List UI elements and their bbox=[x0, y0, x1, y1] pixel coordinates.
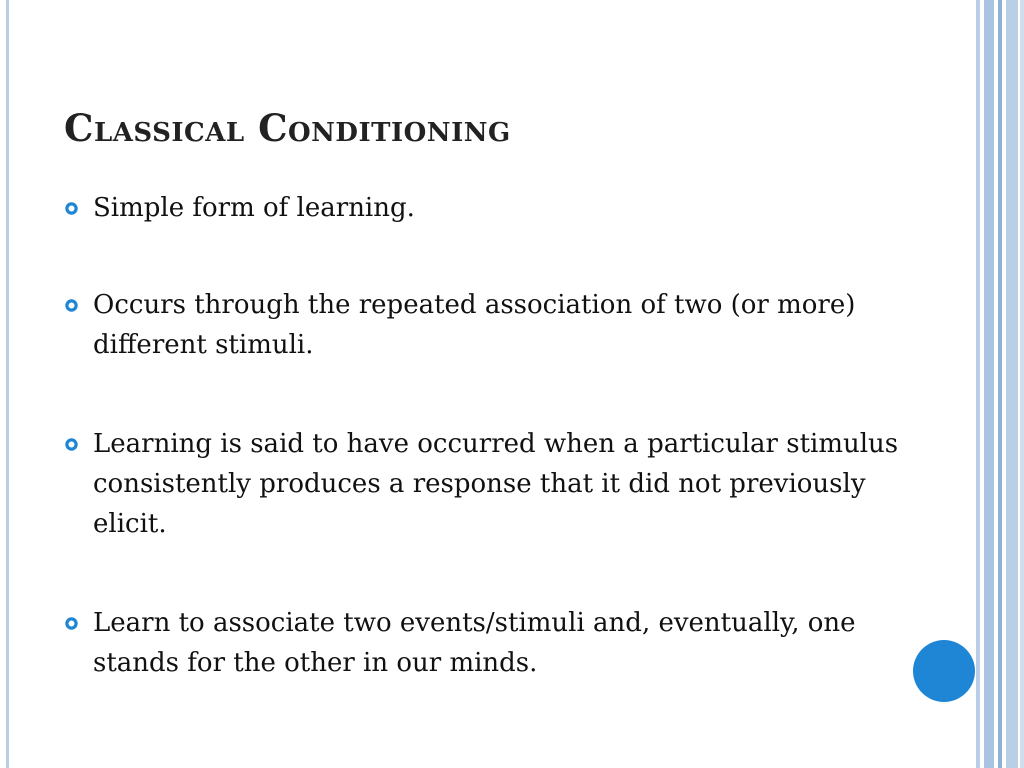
bullet-item bbox=[64, 285, 924, 365]
ring-bullet-icon bbox=[65, 438, 78, 451]
bullet-text: Simple form of learning. bbox=[93, 193, 415, 223]
bullet-text: Learning is said to have occurred when a particular stimulus consistently produces a response that it did not previously elicit. bbox=[93, 429, 899, 539]
bullet-item bbox=[64, 424, 924, 544]
ring-bullet-icon bbox=[65, 202, 78, 215]
slide-title: Classical Conditioning bbox=[64, 106, 511, 150]
bullet-text: Learn to associate two events/stimuli and, eventually, one stands for the other in our minds. bbox=[93, 608, 856, 678]
decorative-blue-circle bbox=[913, 640, 975, 702]
left-border-line bbox=[6, 0, 9, 768]
bullet-item bbox=[64, 188, 924, 228]
bullet-text: Occurs through the repeated association of two (or more) different stimuli. bbox=[93, 290, 856, 360]
ring-bullet-icon bbox=[65, 299, 78, 312]
bullet-list bbox=[64, 188, 924, 683]
ring-bullet-icon bbox=[65, 617, 78, 630]
right-decorative-stripes bbox=[976, 0, 1024, 768]
bullet-item bbox=[64, 603, 924, 683]
